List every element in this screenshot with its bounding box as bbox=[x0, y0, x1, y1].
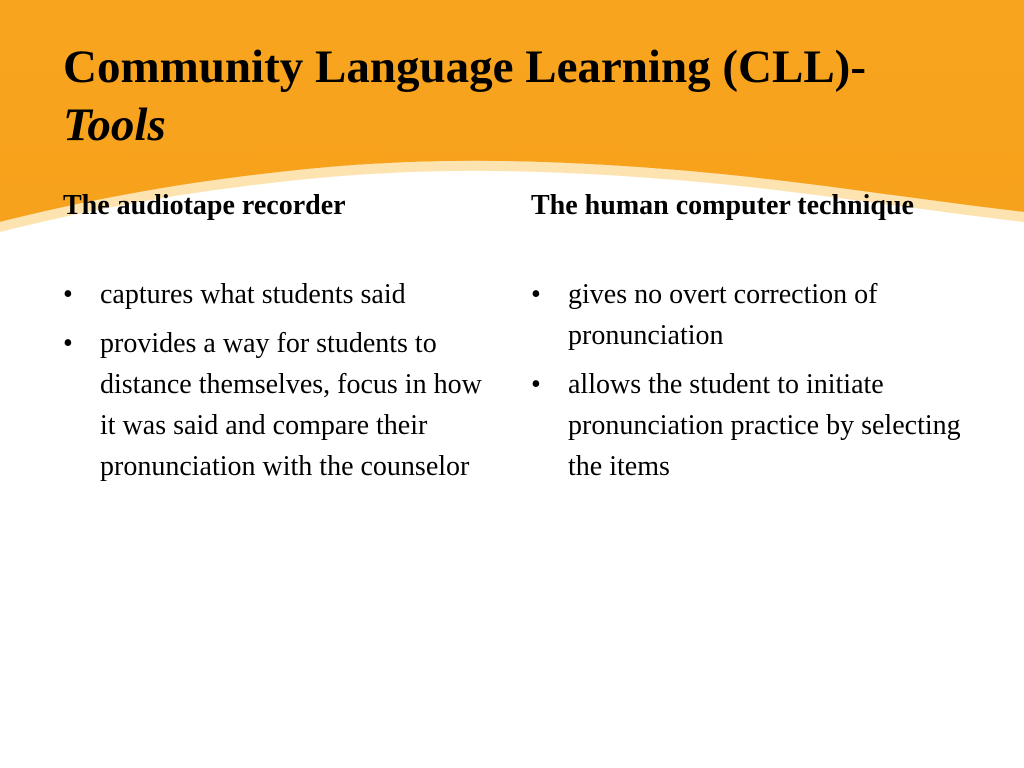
right-bullet-item bbox=[531, 364, 981, 487]
slide-title-line1: Community Language Learning (CLL)- bbox=[63, 41, 866, 93]
slide-title-line2: Tools bbox=[63, 99, 166, 151]
left-bullet-list bbox=[63, 274, 503, 487]
bullet-icon: • bbox=[531, 279, 541, 310]
bullet-icon: • bbox=[531, 369, 541, 400]
right-bullet-text: allows the student to initiate pronunciation practice by selecting the items bbox=[568, 369, 961, 482]
left-bullet-item bbox=[63, 323, 503, 487]
bullet-icon: • bbox=[63, 328, 73, 359]
left-bullet-text: provides a way for students to distance themselves, focus in how it was said and compare their pronunciation with the counselor bbox=[100, 328, 482, 482]
left-bullet-text: captures what students said bbox=[100, 279, 406, 310]
left-bullet-item bbox=[63, 274, 503, 315]
right-bullet-text: gives no overt correction of pronunciation bbox=[568, 279, 878, 351]
right-bullet-list bbox=[531, 274, 981, 487]
right-column-heading: The human computer technique bbox=[531, 190, 914, 221]
right-bullet-item bbox=[531, 274, 981, 356]
bullet-icon: • bbox=[63, 279, 73, 310]
left-column bbox=[63, 186, 503, 495]
slide-title bbox=[63, 38, 1003, 154]
right-column bbox=[531, 186, 981, 495]
left-column-heading: The audiotape recorder bbox=[63, 190, 346, 221]
